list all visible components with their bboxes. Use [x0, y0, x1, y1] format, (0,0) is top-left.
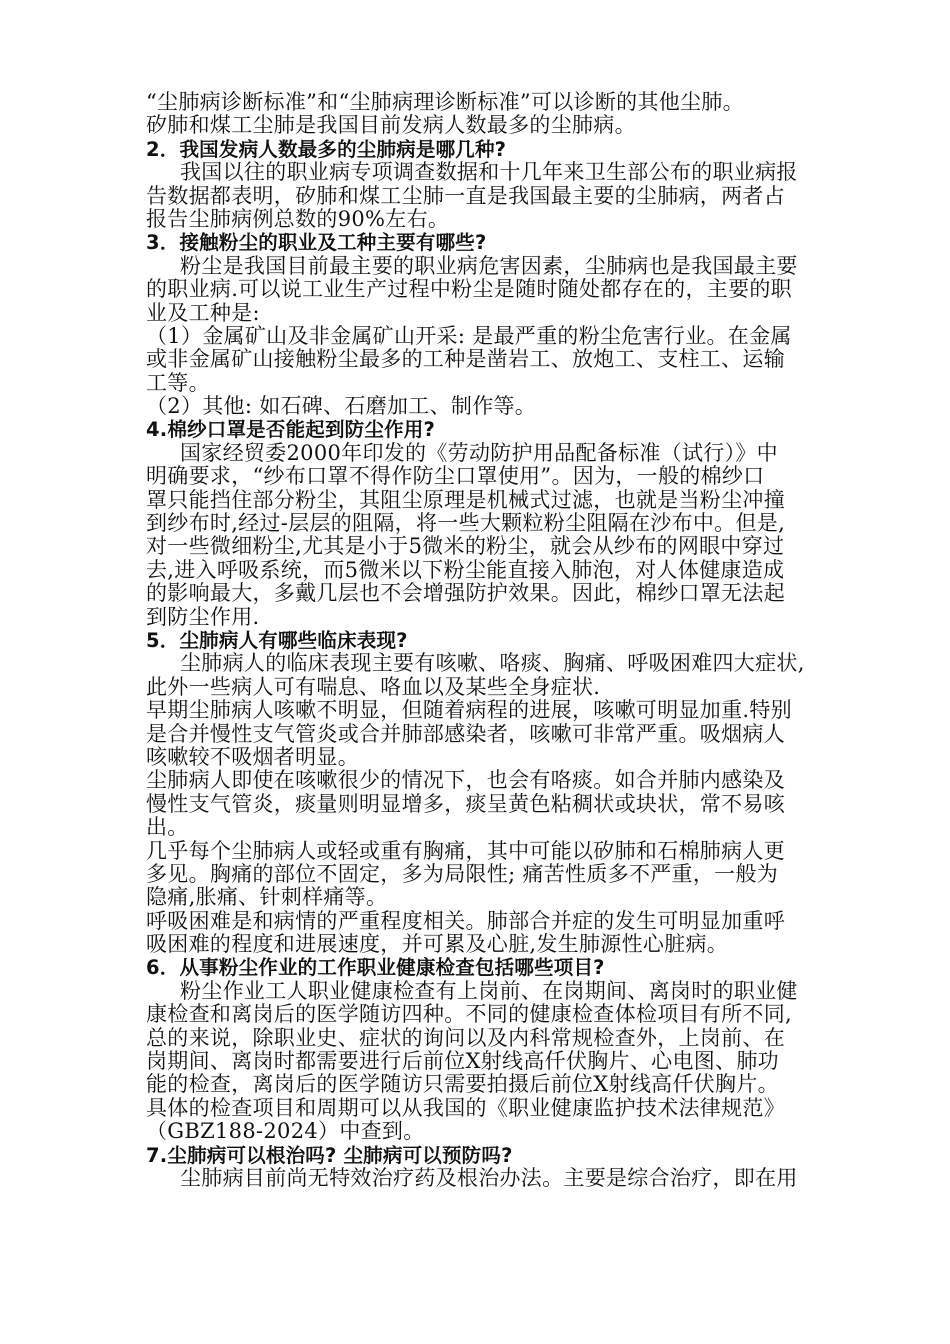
paragraph-line: 咳嗽较不吸烟者明显。: [146, 745, 359, 769]
paragraph-line: 多见。胸痛的部位不固定，多为局限性; 痛苦性质多不严重，一般为: [146, 862, 779, 886]
paragraph-line: 对一些微细粉尘,尤其是小于5微米的粉尘，就会从纱布的网眼中穿过: [146, 535, 785, 559]
paragraph-line: 尘肺病目前尚无特效治疗药及根治办法。主要是综合治疗，即在用: [180, 1166, 798, 1190]
paragraph-line: 粉尘是我国目前最主要的职业病危害因素，尘肺病也是我国最主要: [180, 254, 798, 278]
section-heading: 2．我国发病人数最多的尘肺病是哪几种?: [146, 137, 507, 161]
paragraph-line: 康检查和离岗后的医学随访四种。不同的健康检查体检项目有所不同,: [146, 1003, 792, 1027]
section-heading: 5．尘肺病人有哪些临床表现?: [146, 628, 408, 652]
paragraph-line: 尘肺病人即使在咳嗽很少的情况下，也会有咯痰。如合并肺内感染及: [146, 769, 785, 793]
paragraph-line: 报告尘肺病例总数的90%左右。: [146, 207, 450, 231]
paragraph-line: 的影响最大，多戴几层也不会增强防护效果。因此，棉纱口罩无法起: [146, 582, 785, 606]
paragraph-line: （2）其他: 如石碑、石磨加工、制作等。: [146, 395, 537, 419]
paragraph-line: 去,进入呼吸系统，而5微米以下粉尘能直接入肺泡，对人体健康造成: [146, 558, 785, 582]
paragraph-line: 吸困难的程度和进展速度，并可累及心脏,发生肺源性心脏病。: [146, 933, 729, 957]
paragraph-line: 国家经贸委2000年印发的《劳动防护用品配备标准（试行）》中: [180, 441, 778, 465]
paragraph-line: 的职业病.可以说工业生产过程中粉尘是随时随处都存在的，主要的职: [146, 278, 792, 302]
paragraph-line: 出。: [146, 816, 189, 840]
paragraph-line: 工等。: [146, 371, 210, 395]
paragraph-line: （GBZ188-2024）中查到。: [146, 1120, 425, 1144]
paragraph-line: 能的检查，离岗后的医学随访只需要拍摄后前位X射线高仟伏胸片。: [146, 1073, 779, 1097]
paragraph-line: 粉尘作业工人职业健康检查有上岗前、在岗期间、离岗时的职业健: [180, 979, 798, 1003]
paragraph-line: 我国以往的职业病专项调查数据和十几年来卫生部公布的职业病报: [180, 161, 798, 185]
section-heading: 3．接触粉尘的职业及工种主要有哪些?: [146, 231, 487, 255]
paragraph-line: 到防尘作用.: [146, 605, 260, 629]
paragraph-line: 隐痛,胀痛、针刺样痛等。: [146, 886, 388, 910]
section-heading: 6．从事粉尘作业的工作职业健康检查包括哪些项目?: [146, 956, 605, 980]
paragraph-line: （1）金属矿山及非金属矿山开采: 是最严重的粉尘危害行业。在金属: [146, 324, 792, 348]
paragraph-line: 岗期间、离岗时都需要进行后前位X射线高仟伏胸片、心电图、肺功: [146, 1050, 779, 1074]
paragraph-line: 几乎每个尘肺病人或轻或重有胸痛，其中可能以矽肺和石棉肺病人更: [146, 839, 785, 863]
paragraph-line: 矽肺和煤工尘肺是我国目前发病人数最多的尘肺病。: [146, 114, 636, 138]
paragraph-line: 业及工种是:: [146, 301, 260, 325]
paragraph-line: 早期尘肺病人咳嗽不明显，但随着病程的进展，咳嗽可明显加重.特别: [146, 699, 792, 723]
paragraph-line: 此外一些病人可有喘息、咯血以及某些全身症状.: [146, 675, 601, 699]
paragraph-line: 告数据都表明，矽肺和煤工尘肺一直是我国最主要的尘肺病，两者占: [146, 184, 785, 208]
section-heading: 4.棉纱口罩是否能起到防尘作用?: [146, 418, 435, 442]
paragraph-line: 罩只能挡住部分粉尘，其阻尘原理是机械式过滤，也就是当粉尘冲撞: [146, 488, 785, 512]
paragraph-line: 慢性支气管炎，痰量则明显增多，痰呈黄色粘稠状或块状，常不易咳: [146, 792, 785, 816]
paragraph-line: 明确要求，“纱布口罩不得作防尘口罩使用”。因为，一般的棉纱口: [146, 465, 765, 489]
paragraph-line: “尘肺病诊断标准”和“尘肺病理诊断标准”可以诊断的其他尘肺。: [146, 91, 744, 114]
paragraph-line: 到纱布时,经过-层层的阻隔，将一些大颗粒粉尘阻隔在沙布中。但是,: [146, 512, 786, 536]
paragraph-line: 是合并慢性支气管炎或合并肺部感染者，咳嗽可非常严重。吸烟病人: [146, 722, 785, 746]
paragraph-line: 呼吸困难是和病情的严重程度相关。肺部合并症的发生可明显加重呼: [146, 909, 785, 933]
section-heading: 7.尘肺病可以根治吗? 尘肺病可以预防吗?: [146, 1143, 513, 1167]
paragraph-line: 或非金属矿山接触粉尘最多的工种是凿岩工、放炮工、支柱工、运输: [146, 348, 785, 372]
paragraph-line: 具体的检查项目和周期可以从我国的《职业健康监护技术法律规范》: [146, 1096, 785, 1120]
paragraph-line: 总的来说，除职业史、症状的询问以及内科常规检查外，上岗前、在: [146, 1026, 785, 1050]
paragraph-line: 尘肺病人的临床表现主要有咳嗽、咯痰、胸痛、呼吸困难四大症状,: [180, 652, 805, 676]
